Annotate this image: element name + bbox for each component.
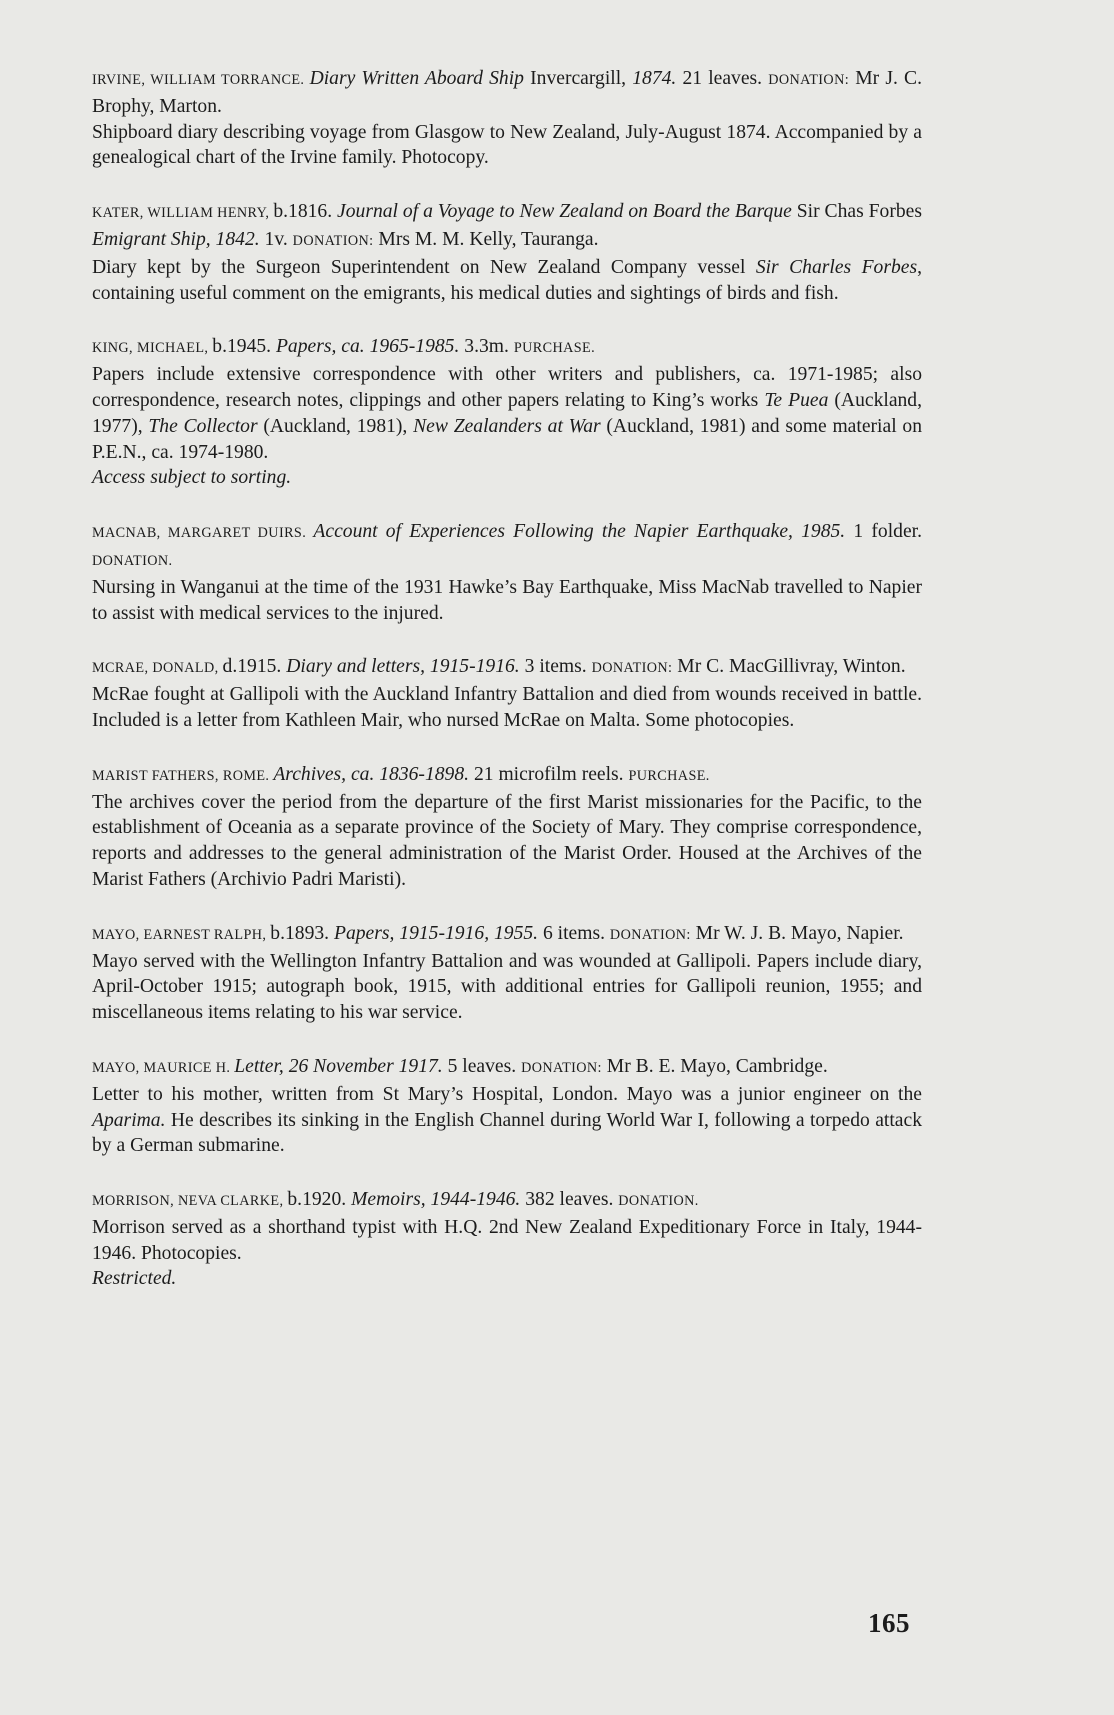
heading-smallcaps-text: MORRISON, NEVA CLARKE, (92, 1193, 288, 1210)
heading-smallcaps-text: KING, MICHAEL, (92, 340, 213, 357)
entry-description (92, 120, 922, 172)
catalogue-entry (92, 199, 922, 306)
entry-description (92, 790, 922, 893)
description-text: Shipboard diary describing voyage from Glasgow to New Zealand, July-August 1874. Accompanied by a genealogical chart of the Irvine family. Photocopy. (92, 121, 922, 169)
heading-text: b.1945. (212, 336, 276, 358)
description-text: McRae fought at Gallipoli with the Auckland Infantry Battalion and died from wounds received in battle. Included is a letter from Kathleen Mair, who nursed McRae on Malta. Some photocopies. (92, 684, 922, 731)
heading-text: d.1915. (222, 656, 287, 678)
heading-italic-text: Memoirs, 1944-1946. (351, 1189, 521, 1211)
description-text: Mayo served with the Wellington Infantry Battalion and was wounded at Gallipoli. Papers include diary, April-October 1915; autograph book, 1915, with additional entries for Gallipoli reunion, 1955; and miscellaneous items relating to his war service. (92, 950, 922, 1024)
entry-heading (92, 921, 922, 949)
catalogue-entry (92, 66, 922, 171)
heading-text: 382 leaves. (520, 1189, 619, 1211)
heading-italic-text: Diary and letters, 1915-1916. (286, 656, 520, 678)
description-text: Nursing in Wanganui at the time of the 1931 Hawke’s Bay Earthquake, Miss MacNab travelled to Napier to assist with medical services to the injured. (92, 576, 922, 624)
entry-description (92, 682, 922, 734)
heading-text: b.1893. (270, 922, 334, 944)
catalogue-entry (92, 762, 922, 893)
catalogue-entry (92, 921, 922, 1026)
heading-text: Mr B. E. Mayo, Cambridge. (601, 1055, 828, 1077)
entry-heading (92, 762, 922, 790)
heading-italic-text: Papers, ca. 1965-1985. (275, 336, 460, 358)
heading-smallcaps-text: DONATION. (92, 552, 173, 569)
heading-smallcaps-text: MAYO, EARNEST RALPH, (92, 926, 271, 943)
description-text: Letter to his mother, written from St Mary’s Hospital, London. Mayo was a junior engineer on the (92, 1083, 922, 1105)
heading-smallcaps-text: MARIST FATHERS, ROME. (92, 767, 274, 784)
heading-smallcaps-text: DONATION: (292, 232, 374, 249)
heading-smallcaps-text: DONATION: (609, 926, 691, 943)
catalogue-entry (92, 654, 922, 733)
heading-text: Invercargill, (523, 68, 633, 89)
description-text: (Auckland, 1981), (257, 415, 414, 437)
description-italic-text: The Collector (148, 415, 258, 437)
entry-heading (92, 66, 922, 120)
entry-description (92, 362, 922, 465)
entry-description (92, 1266, 922, 1292)
entry-heading (92, 1054, 922, 1082)
heading-text: Mr J. C. Brophy, Marton. (92, 68, 922, 117)
description-italic-text: New Zealanders at War (413, 415, 601, 437)
heading-text: Mrs M. M. Kelly, Tauranga. (373, 228, 599, 250)
heading-italic-text: Emigrant Ship, 1842. (92, 228, 260, 250)
description-italic-text: Te Puea (764, 389, 829, 411)
heading-text: 3.3m. (459, 336, 514, 358)
heading-smallcaps-text: DONATION: (521, 1059, 602, 1076)
heading-smallcaps-text: DONATION: (768, 72, 850, 88)
catalogue-entries (92, 66, 922, 1292)
heading-italic-text: Journal of a Voyage to New Zealand on Board the Barque (337, 201, 792, 223)
entry-heading (92, 519, 922, 575)
heading-italic-text: 1874. (632, 68, 677, 89)
heading-italic-text: Papers, 1915-1916, 1955. (333, 922, 539, 944)
heading-smallcaps-text: KATER, WILLIAM HENRY, (92, 205, 274, 222)
heading-italic-text: Diary Written Aboard Ship (309, 68, 524, 89)
heading-text: Mr C. MacGillivray, Winton. (672, 656, 906, 678)
heading-text: 3 items. (519, 656, 592, 678)
description-text: (Auckland, 1977), (92, 389, 923, 437)
heading-smallcaps-text: MCRAE, DONALD, (92, 660, 223, 677)
heading-text: b.1920. (287, 1189, 352, 1211)
heading-text: 21 leaves. (676, 68, 769, 89)
heading-text: 1 folder. (845, 521, 922, 543)
catalogue-entry (92, 334, 922, 491)
heading-text: 5 leaves. (442, 1055, 522, 1077)
entry-description (92, 575, 922, 627)
heading-smallcaps-text: MAYO, MAURICE H. (92, 1059, 235, 1076)
page-number: 165 (868, 1608, 910, 1638)
heading-smallcaps-text: IRVINE, WILLIAM TORRANCE. (92, 72, 310, 88)
heading-text: 6 items. (538, 922, 610, 944)
catalogue-entry (92, 1054, 922, 1159)
description-text: He describes its sinking in the English Channel during World War I, following a torpedo attack by a German submarine. (92, 1109, 922, 1157)
heading-smallcaps-text: DONATION: (591, 660, 673, 677)
entry-description (92, 1082, 922, 1159)
entry-description (92, 255, 922, 307)
entry-heading (92, 334, 922, 362)
entry-heading (92, 1187, 922, 1215)
catalogue-page (92, 66, 922, 1320)
heading-italic-text: Letter, 26 November 1917. (234, 1055, 443, 1077)
description-text: , containing useful comment on the emigrants, his medical duties and sightings of birds and fish. (92, 256, 922, 304)
entry-heading (92, 199, 922, 255)
heading-text: 1v. (259, 228, 293, 250)
heading-text: Sir Chas Forbes (791, 201, 922, 223)
heading-text: b.1816. (273, 201, 338, 223)
heading-smallcaps-text: MACNAB, MARGARET DUIRS. (92, 525, 314, 542)
description-italic-text: Restricted. (92, 1268, 177, 1290)
description-text: Diary kept by the Surgeon Superintendent on New Zealand Company vessel (92, 256, 756, 278)
heading-smallcaps-text: DONATION. (618, 1193, 699, 1210)
entry-description (92, 1215, 922, 1267)
description-text: Morrison served as a shorthand typist with H.Q. 2nd New Zealand Expeditionary Force in Italy, 1944-1946. Photocopies. (92, 1216, 922, 1264)
description-italic-text: Sir Charles Forbes (755, 256, 918, 278)
catalogue-entry (92, 1187, 922, 1292)
heading-italic-text: Archives, ca. 1836-1898. (273, 763, 470, 785)
description-text: (Auckland, 1981) and some material on P.E.N., ca. 1974-1980. (92, 415, 922, 463)
description-italic-text: Access subject to sorting. (92, 467, 292, 489)
catalogue-entry (92, 519, 922, 626)
heading-text: Mr W. J. B. Mayo, Napier. (690, 922, 904, 944)
heading-smallcaps-text: PURCHASE. (628, 767, 710, 784)
entry-heading (92, 654, 922, 682)
description-italic-text: Aparima. (92, 1109, 166, 1131)
description-text: Papers include extensive correspondence with other writers and publishers, ca. 1971-1985; also correspondence, research notes, clippings and other papers relating to King’s works (92, 364, 922, 411)
heading-text: 21 microfilm reels. (469, 763, 629, 785)
description-text: The archives cover the period from the departure of the first Marist missionaries for the Pacific, to the establishment of Oceania as a separate province of the Society of Mary. They comprise correspondence, reports and addresses to the general administration of the Marist Order. Housed at the Archives of the Marist Fathers (Archivio Padri Maristi). (92, 791, 922, 890)
heading-smallcaps-text: PURCHASE. (513, 340, 596, 357)
entry-description (92, 949, 922, 1026)
heading-italic-text: Account of Experiences Following the Napier Earthquake, 1985. (313, 521, 846, 543)
entry-description (92, 465, 922, 491)
